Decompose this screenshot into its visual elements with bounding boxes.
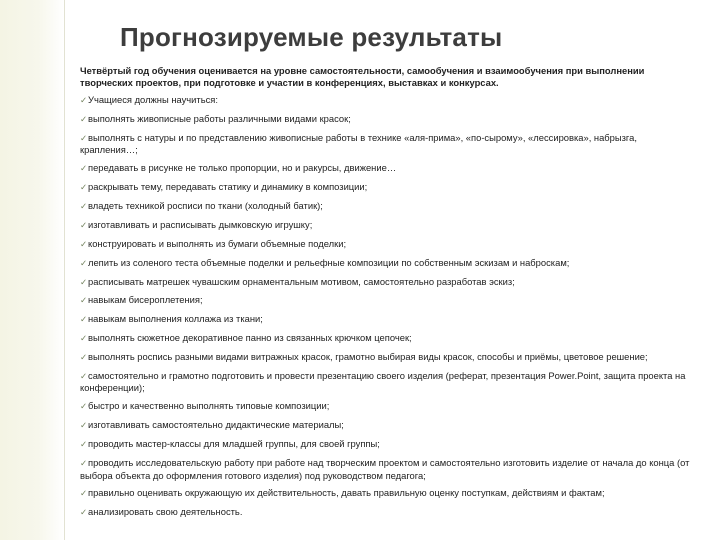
list-item (80, 276, 692, 289)
check-mark-icon: ✓ (80, 276, 88, 287)
list-item (80, 438, 692, 451)
check-mark-icon: ✓ (80, 257, 88, 268)
list-item-text: владеть техникой росписи по ткани (холодный батик); (88, 199, 323, 211)
list-item (80, 332, 692, 345)
check-mark-icon: ✓ (80, 333, 88, 344)
list-item-text: выполнять с натуры и по представлению живописные работы в технике «аля-прима», «по-сырому», «лессировка», набрызга, крапления…; (80, 131, 637, 156)
list-item (80, 132, 692, 156)
list-item (80, 313, 692, 326)
list-item (80, 162, 692, 175)
list-item (80, 257, 692, 270)
list-item-text: Учащиеся должны научиться: (88, 94, 218, 105)
list-item (80, 351, 692, 364)
list-item-text: передавать в рисунке не только пропорции, но и ракурсы, движение… (88, 162, 397, 174)
check-mark-icon: ✓ (80, 507, 88, 518)
list-item (80, 238, 692, 251)
list-item-text: проводить исследовательскую работу при работе над творческим проектом и самостоятельно изготовить изделие от начала до конца (от выбора объекта до оформления готового изделия) под руководством педагога; (80, 457, 690, 481)
check-mark-icon: ✓ (80, 488, 88, 499)
list-item-text: проводить мастер-классы для младшей группы, для своей группы; (88, 438, 380, 450)
check-mark-icon: ✓ (80, 200, 88, 211)
check-mark-icon: ✓ (80, 95, 88, 105)
slide-title: Прогнозируемые результаты (120, 22, 503, 52)
check-mark-icon: ✓ (80, 219, 88, 230)
check-mark-icon: ✓ (80, 182, 88, 193)
list-item-text: анализировать свою деятельность. (88, 506, 243, 518)
list-item-text: быстро и качественно выполнять типовые композиции; (88, 400, 330, 412)
check-mark-icon: ✓ (80, 238, 88, 249)
list-item-text: конструировать и выполнять из бумаги объемные поделки; (88, 237, 347, 249)
check-mark-icon: ✓ (80, 401, 88, 412)
list-item-text: расписывать матрешек чувашским орнаментальным мотивом, самостоятельно разработав эскиз; (88, 275, 515, 287)
list-item-text: изготавливать самостоятельно дидактические материалы; (88, 419, 344, 431)
list-item (80, 113, 692, 126)
check-mark-icon: ✓ (80, 420, 88, 431)
check-mark-icon: ✓ (80, 352, 88, 363)
intro-paragraph: Четвёртый год обучения оценивается на уровне самостоятельности, самообучения и взаимообучения при выполнении творческих проектов, при подготовке и участии в конференциях, выставках и конкурсах. (80, 65, 645, 88)
list-item-text: лепить из соленого теста объемные поделки и рельефные композиции по собственным эскизам и наброскам; (88, 256, 570, 268)
check-mark-icon: ✓ (80, 163, 88, 174)
results-list (80, 94, 692, 519)
list-item (80, 294, 692, 307)
list-item (80, 94, 692, 107)
list-item (80, 487, 692, 500)
list-item-text: изготавливать и расписывать дымковскую игрушку; (88, 218, 313, 230)
check-mark-icon: ✓ (80, 439, 88, 450)
check-mark-icon: ✓ (80, 132, 88, 143)
list-item-text: раскрывать тему, передавать статику и динамику в композиции; (88, 181, 368, 193)
check-mark-icon: ✓ (80, 458, 88, 469)
left-decorative-band (0, 0, 64, 540)
list-item (80, 219, 692, 232)
list-item-text: правильно оценивать окружающую их действительность, давать правильную оценку поступкам, действиям и фактам; (88, 487, 605, 499)
list-item-text: выполнять живописные работы различными видами красок; (88, 112, 351, 124)
list-item (80, 200, 692, 213)
list-item-text: выполнять сюжетное декоративное панно из связанных крючком цепочек; (88, 332, 412, 344)
list-item (80, 419, 692, 432)
list-item (80, 506, 692, 519)
list-item-text: самостоятельно и грамотно подготовить и провести презентацию своего изделия (реферат, презентация Power.Point, защита проекта на конференции); (80, 369, 686, 394)
check-mark-icon: ✓ (80, 113, 88, 124)
list-item-text: выполнять роспись разными видами витражных красок, грамотно выбирая виды красок, способы и приёмы, цветовое решение; (88, 351, 648, 363)
slide-content (80, 65, 692, 525)
list-item (80, 457, 692, 481)
check-mark-icon: ✓ (80, 370, 88, 381)
list-item-text: навыкам бисероплетения; (88, 294, 203, 306)
list-item (80, 181, 692, 194)
list-item-text: навыкам выполнения коллажа из ткани; (88, 313, 263, 325)
check-mark-icon: ✓ (80, 295, 88, 306)
list-item (80, 400, 692, 413)
check-mark-icon: ✓ (80, 314, 88, 325)
list-item (80, 370, 692, 394)
